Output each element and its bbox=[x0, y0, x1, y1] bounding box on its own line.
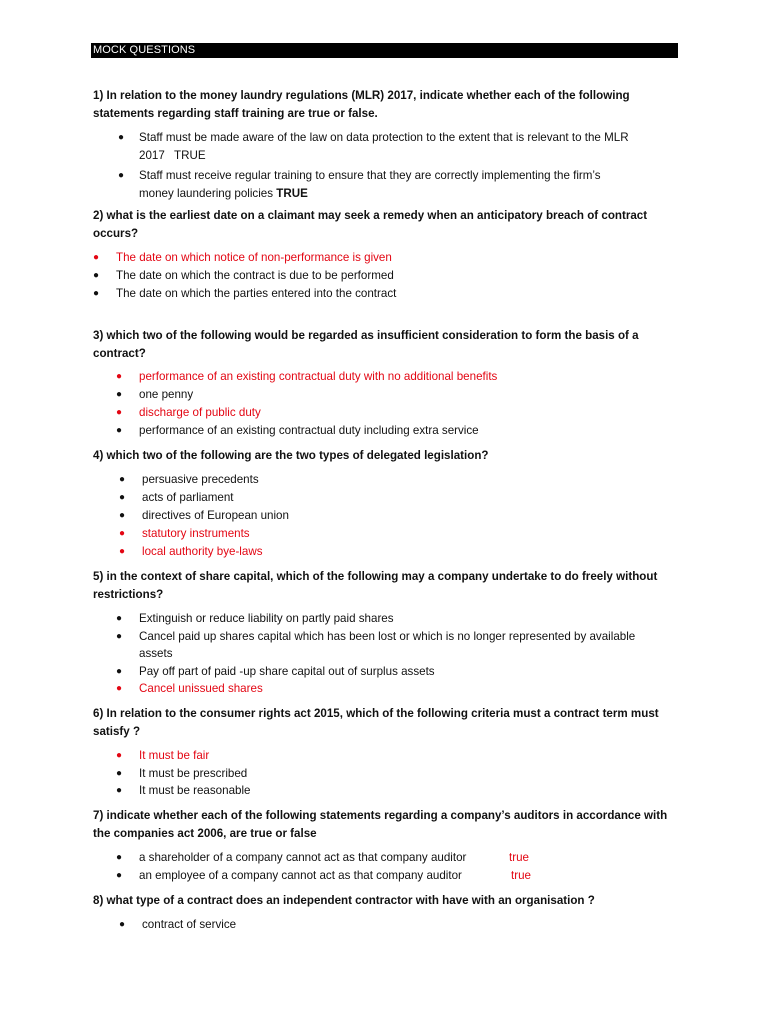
list-item bbox=[116, 680, 691, 698]
item-text: Cancel unissued shares bbox=[139, 682, 263, 695]
list-item bbox=[119, 525, 689, 543]
list-item bbox=[93, 249, 683, 267]
item-text: 2017 bbox=[139, 149, 165, 162]
list-item bbox=[116, 849, 686, 867]
question-2: 2) what is the earliest date on a claimant may seek a remedy when an anticipatory breach of contract occurs? bbox=[93, 209, 648, 240]
question-1-options bbox=[118, 129, 688, 203]
bullet: ● bbox=[116, 785, 123, 796]
item-text: performance of an existing contractual duty including extra service bbox=[139, 424, 479, 437]
question-6-options bbox=[116, 747, 686, 800]
item-text: discharge of public duty bbox=[139, 406, 261, 419]
list-item bbox=[116, 628, 691, 663]
list-item bbox=[116, 867, 686, 885]
question-4: 4) which two of the following are the two types of delegated legislation? bbox=[93, 449, 489, 462]
bullet: ● bbox=[119, 528, 126, 539]
bullet: ● bbox=[116, 389, 123, 400]
item-text: It must be fair bbox=[139, 749, 210, 762]
list-item bbox=[116, 782, 686, 800]
item-text: Staff must receive regular training to ensure that they are correctly implementing the firm’s bbox=[139, 169, 601, 182]
answer-label: true bbox=[509, 851, 529, 864]
item-text: The date on which notice of non-performance is given bbox=[116, 251, 392, 264]
list-item bbox=[116, 610, 691, 628]
item-text: It must be prescribed bbox=[139, 766, 248, 780]
bullet: ● bbox=[116, 425, 123, 436]
bullet: ● bbox=[116, 665, 123, 677]
bullet: ● bbox=[119, 510, 126, 521]
list-item bbox=[119, 507, 689, 525]
bullet: ● bbox=[93, 270, 100, 281]
item-text: Pay off part of paid -up share capital out of surplus assets bbox=[139, 664, 435, 678]
question-4-options bbox=[119, 471, 689, 561]
bullet: ● bbox=[118, 170, 125, 181]
bullet: ● bbox=[119, 492, 126, 503]
list-item bbox=[93, 285, 683, 303]
bullet: ● bbox=[116, 407, 123, 418]
question-8: 8) what type of a contract does an independent contractor with have with an organisation ? bbox=[93, 894, 595, 907]
item-text: an employee of a company cannot act as that company auditor bbox=[139, 869, 462, 882]
item-text: Extinguish or reduce liability on partly paid shares bbox=[139, 612, 394, 625]
item-text: The date on which the parties entered into the contract bbox=[116, 287, 397, 300]
list-item bbox=[116, 404, 686, 422]
item-text: It must be reasonable bbox=[139, 784, 251, 797]
bullet: ● bbox=[118, 132, 125, 143]
bullet: ● bbox=[119, 919, 126, 930]
item-text: money laundering policies bbox=[139, 187, 274, 200]
bullet: ● bbox=[116, 371, 123, 382]
list-item bbox=[119, 489, 689, 507]
question-3: 3) which two of the following would be regarded as insufficient consideration to form the basis of a contract? bbox=[93, 329, 639, 360]
bullet: ● bbox=[116, 767, 123, 779]
bullet: ● bbox=[116, 683, 123, 694]
question-5-options bbox=[116, 610, 691, 698]
answer-label: true bbox=[511, 869, 531, 882]
question-3-options bbox=[116, 368, 686, 440]
list-item bbox=[118, 129, 688, 165]
list-item bbox=[116, 765, 686, 783]
answer-label: TRUE bbox=[174, 149, 206, 162]
item-text: a shareholder of a company cannot act as that company auditor bbox=[139, 851, 467, 864]
bullet: ● bbox=[116, 750, 123, 761]
bullet: ● bbox=[93, 288, 100, 299]
list-item bbox=[119, 916, 689, 934]
item-text: performance of an existing contractual duty with no additional benefits bbox=[139, 370, 498, 383]
item-text: directives of European union bbox=[142, 509, 289, 522]
bullet: ● bbox=[116, 613, 123, 624]
bullet: ● bbox=[116, 852, 123, 863]
item-text: acts of parliament bbox=[142, 491, 234, 504]
question-6: 6) In relation to the consumer rights act 2015, which of the following criteria must a contract term must satisfy ? bbox=[93, 707, 659, 738]
answer-label: TRUE bbox=[276, 187, 308, 200]
bullet: ● bbox=[116, 870, 123, 881]
item-text: Cancel paid up shares capital which has been lost or which is no longer represented by available bbox=[139, 629, 636, 643]
item-text: one penny bbox=[139, 388, 194, 401]
header-title: MOCK QUESTIONS bbox=[91, 43, 678, 58]
item-text: The date on which the contract is due to be performed bbox=[116, 269, 394, 282]
list-item bbox=[116, 386, 686, 404]
item-text: Staff must be made aware of the law on data protection to the extent that is relevant to the MLR bbox=[139, 131, 629, 144]
item-text: assets bbox=[139, 647, 173, 660]
list-item bbox=[116, 663, 691, 681]
bullet: ● bbox=[93, 252, 100, 263]
list-item bbox=[119, 471, 689, 489]
list-item bbox=[116, 368, 686, 386]
bullet: ● bbox=[119, 474, 126, 485]
list-item bbox=[116, 747, 686, 765]
item-text: contract of service bbox=[142, 918, 237, 931]
bullet: ● bbox=[116, 630, 123, 642]
item-text: statutory instruments bbox=[142, 527, 250, 540]
item-text: local authority bye-laws bbox=[142, 545, 263, 558]
list-item bbox=[118, 167, 688, 203]
question-5: 5) in the context of share capital, which of the following may a company undertake to do freely without restrictions? bbox=[93, 570, 658, 601]
item-text: persuasive precedents bbox=[142, 473, 259, 486]
bullet: ● bbox=[119, 546, 126, 557]
question-7-options bbox=[116, 849, 686, 885]
question-8-options bbox=[119, 916, 689, 934]
question-7: 7) indicate whether each of the following statements regarding a company’s auditors in accordance with the companies act 2006, are true or false bbox=[93, 809, 668, 840]
question-2-options bbox=[93, 249, 683, 303]
list-item bbox=[116, 422, 686, 440]
list-item bbox=[119, 543, 689, 561]
question-1: 1) In relation to the money laundry regulations (MLR) 2017, indicate whether each of the following statements regarding staff training are true or false. bbox=[93, 89, 630, 120]
list-item bbox=[93, 267, 683, 285]
